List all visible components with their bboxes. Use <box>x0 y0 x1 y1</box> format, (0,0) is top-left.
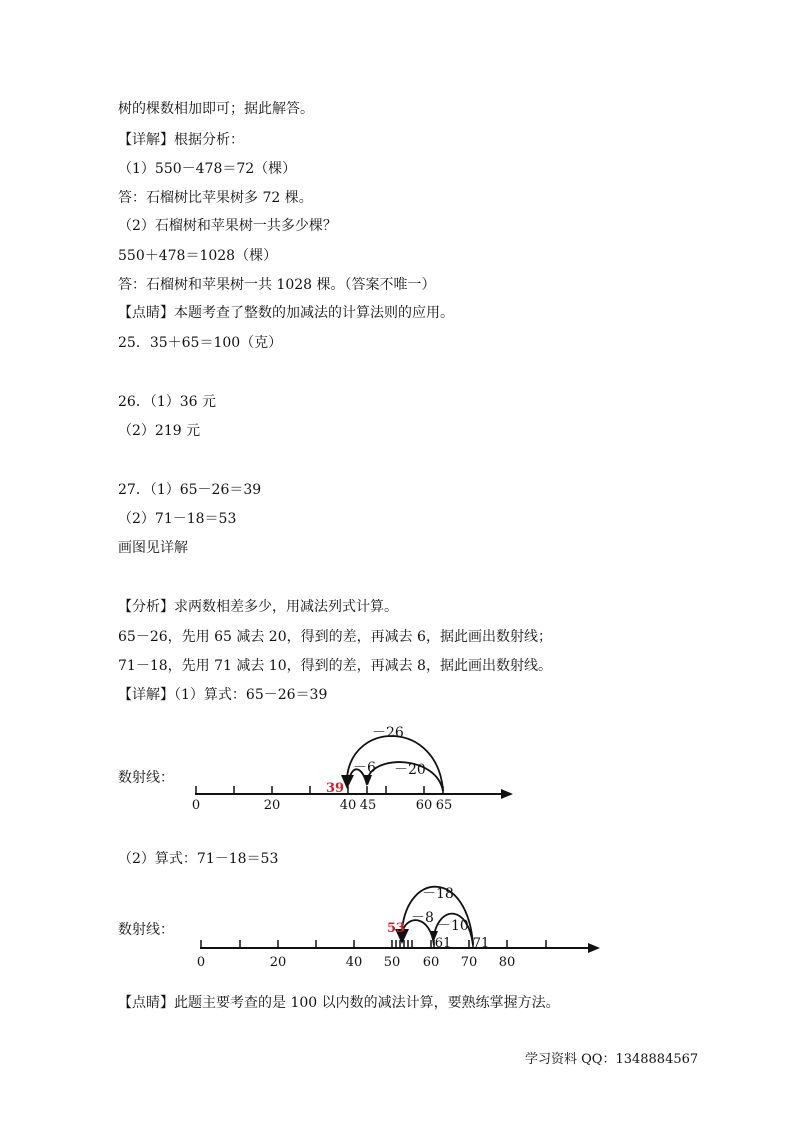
tick-label: 61 <box>434 936 452 951</box>
tick-label: 50 <box>383 955 401 970</box>
number-line-2 <box>0 875 800 975</box>
text-line-17: 71－18，先用 71 减去 10，得到的差，再减去 8，据此画出数射线。 <box>118 658 552 674</box>
jump-label-large: －20 <box>394 762 426 778</box>
tick-label: 80 <box>498 955 516 970</box>
text-line-2: 【详解】根据分析： <box>118 132 244 148</box>
text-line-13: （2）71－18＝53 <box>118 511 237 527</box>
text-line-16: 65－26，先用 65 减去 20，得到的差，再减去 6，据此画出数射线； <box>118 629 552 645</box>
tick-label: 40 <box>339 798 357 813</box>
footer-contact: 学习资料 QQ：1348884567 <box>525 1052 699 1067</box>
jump-label-total: －26 <box>372 725 404 741</box>
tick-label: 20 <box>263 798 281 813</box>
answer-label: 53 <box>387 921 406 936</box>
jump-label-total: －18 <box>422 886 454 902</box>
text-line-20: 【点睛】此题主要考查的是 100 以内数的减法计算，要熟练掌握方法。 <box>118 995 560 1011</box>
text-line-14: 画图见详解 <box>118 540 188 556</box>
tick-label: 60 <box>422 955 440 970</box>
tick-label: 0 <box>191 798 201 813</box>
text-line-5: （2）石榴树和苹果树一共多少棵？ <box>118 218 337 234</box>
text-line-19: （2）算式：71－18＝53 <box>118 851 279 867</box>
tick-label: 71 <box>472 936 490 951</box>
text-line-10: 26．（1）36 元 <box>118 394 216 410</box>
text-line-6: 550＋478＝1028（棵） <box>118 248 278 264</box>
text-line-18: 【详解】（1）算式：65－26＝39 <box>118 687 328 703</box>
tick-label: 70 <box>460 955 478 970</box>
jump-label-small: －6 <box>353 760 376 776</box>
text-line-4: 答：石榴树比苹果树多 72 棵。 <box>118 190 313 206</box>
text-line-11: （2）219 元 <box>118 423 201 439</box>
text-line-7: 答：石榴树和苹果树一共 1028 棵。（答案不唯一） <box>118 277 436 293</box>
tick-label: 20 <box>269 955 287 970</box>
text-line-9: 25．35＋65＝100（克） <box>118 335 283 351</box>
tick-label: 65 <box>435 798 453 813</box>
tick-label: 60 <box>415 798 433 813</box>
answer-label: 39 <box>326 781 345 796</box>
jump-label-large: －10 <box>437 918 469 934</box>
tick-label: 45 <box>359 798 377 813</box>
text-line-12: 27．（1）65－26＝39 <box>118 482 262 498</box>
number-line-1-label: 数射线： <box>118 770 174 786</box>
text-line-8: 【点睛】本题考查了整数的加减法的计算法则的应用。 <box>118 305 454 321</box>
number-line-2-label: 数射线： <box>118 922 174 938</box>
tick-label: 0 <box>196 955 206 970</box>
axis-arrow <box>588 943 600 953</box>
text-line-3: （1）550－478＝72（棵） <box>118 161 297 177</box>
number-line-1 <box>0 715 800 815</box>
tick-label: 40 <box>345 955 363 970</box>
jump-label-small: －8 <box>411 910 434 926</box>
arrowhead-mid <box>363 775 372 785</box>
text-line-15: 【分析】求两数相差多少，用减法列式计算。 <box>118 599 398 615</box>
axis-arrow <box>501 789 513 799</box>
text-line-1: 树的棵数相加即可；据此解答。 <box>118 101 314 117</box>
